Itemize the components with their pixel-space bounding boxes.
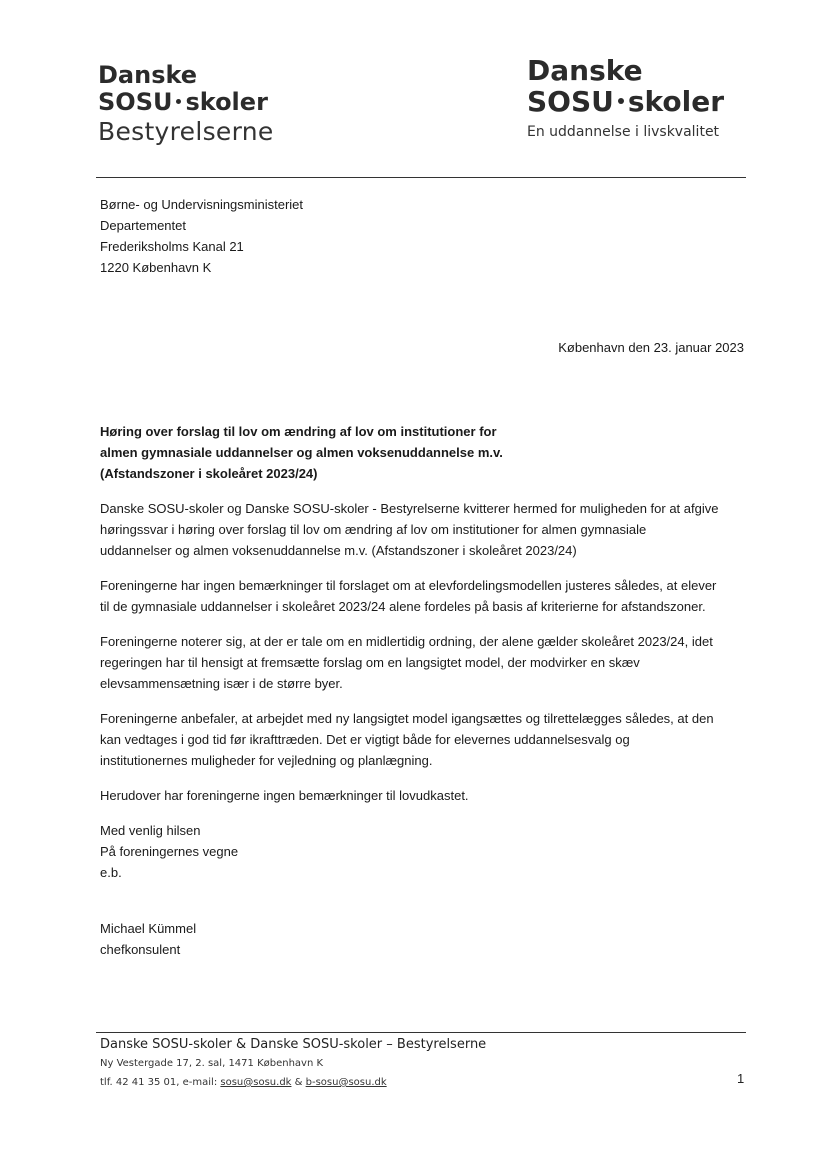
logo-right-line2 [527, 84, 725, 118]
footer-contact [100, 1073, 750, 1092]
logo-left-line2 [98, 89, 274, 116]
paragraph-2 [100, 575, 750, 617]
paragraph-line: kan vedtages i god tid før ikrafttræden. Det er vigtigt både for elevernes uddannelsesvalg og [100, 732, 630, 747]
closing-line: e.b. [100, 865, 122, 880]
closing-line: På foreningernes vegne [100, 844, 239, 859]
recipient-line: Departementet [100, 218, 186, 233]
paragraph-1 [100, 498, 750, 561]
logo-dot-icon [176, 99, 181, 104]
logo-left-line1: Danske [98, 61, 198, 89]
footer-organisation: Danske SOSU-skoler & Danske SOSU-skoler – Bestyrelserne [100, 1037, 487, 1052]
paragraph-line: Foreningerne noterer sig, at der er tale om en midlertidig ordning, der alene gælder skoleåret 2023/24, idet [100, 634, 713, 649]
letter-subject [100, 421, 750, 484]
logo-left-skoler: skoler [185, 87, 268, 116]
paragraph-line: Herudover har foreningerne ingen bemærkninger til lovudkastet. [100, 788, 469, 803]
logo-left-sosu: SOSU [98, 87, 173, 116]
logo-right-sosu: SOSU [527, 84, 614, 118]
signatory-title: chefkonsulent [100, 942, 181, 957]
paragraph-line: høringssvar i høring over forslag til lov om ændring af lov om institutioner for almen gymnasiale [100, 522, 647, 537]
paragraph-line: regeringen har til hensigt at fremsætte forslag om en langsigtet model, der modvirker en skæv [100, 655, 640, 670]
page-number: 1 [737, 1071, 745, 1086]
paragraph-5 [100, 785, 750, 806]
paragraph-line: Foreningerne har ingen bemærkninger til forslaget om at elevfordelingsmodellen justeres således, at elever [100, 578, 717, 593]
paragraph-4 [100, 708, 750, 771]
footer-address: Ny Vestergade 17, 2. sal, 1471 København K [100, 1058, 324, 1069]
recipient-line: 1220 København K [100, 260, 212, 275]
letter-footer [100, 1036, 750, 1092]
paragraph-line: Danske SOSU-skoler og Danske SOSU-skoler - Bestyrelserne kvitterer hermed for muligheden for at afgive [100, 501, 719, 516]
letter-date: København den 23. januar 2023 [558, 340, 744, 355]
recipient-line: Børne- og Undervisningsministeriet [100, 197, 304, 212]
paragraph-line: Foreningerne anbefaler, at arbejdet med ny langsigtet model igangsættes og tilrettelægges således, at den [100, 711, 714, 726]
recipient-address [100, 194, 303, 278]
logo-bestyrelserne [98, 62, 274, 147]
paragraph-3 [100, 631, 750, 694]
paragraph-line: elevsammensætning især i de større byer. [100, 676, 343, 691]
logo-right-line1: Danske [527, 54, 643, 87]
paragraph-line: uddannelser og almen voksenuddannelse m.v. (Afstandszoner i skoleåret 2023/24) [100, 543, 577, 558]
email-link-b-sosu[interactable]: b-sosu@sosu.dk [305, 1077, 387, 1088]
subject-line: almen gymnasiale uddannelser og almen voksenuddannelse m.v. [100, 445, 503, 460]
subject-line: (Afstandszoner i skoleåret 2023/24) [100, 466, 318, 481]
footer-ampersand: & [291, 1077, 306, 1088]
footer-divider [96, 1032, 746, 1033]
signature [100, 918, 750, 960]
logo-danske-sosu-skoler [527, 56, 724, 140]
footer-phone: tlf. 42 41 35 01, e-mail: [100, 1077, 221, 1088]
header-divider [96, 177, 746, 178]
signatory-name: Michael Kümmel [100, 921, 197, 936]
email-link-sosu[interactable]: sosu@sosu.dk [220, 1077, 292, 1088]
logo-tagline: En uddannelse i livskvalitet [527, 123, 720, 140]
recipient-line: Frederiksholms Kanal 21 [100, 239, 244, 254]
paragraph-line: til de gymnasiale uddannelser i skoleåret 2023/24 alene fordeles på basis af kriterierne for afstandszoner. [100, 599, 706, 614]
closing [100, 820, 750, 883]
logo-dot-icon [618, 98, 624, 104]
subject-line: Høring over forslag til lov om ændring af lov om institutioner for [100, 424, 497, 439]
logo-left-line3: Bestyrelserne [98, 116, 274, 146]
letter-body [100, 421, 750, 960]
closing-line: Med venlig hilsen [100, 823, 201, 838]
paragraph-line: institutionernes muligheder for vejledning og planlægning. [100, 753, 433, 768]
logo-right-skoler: skoler [627, 84, 725, 118]
